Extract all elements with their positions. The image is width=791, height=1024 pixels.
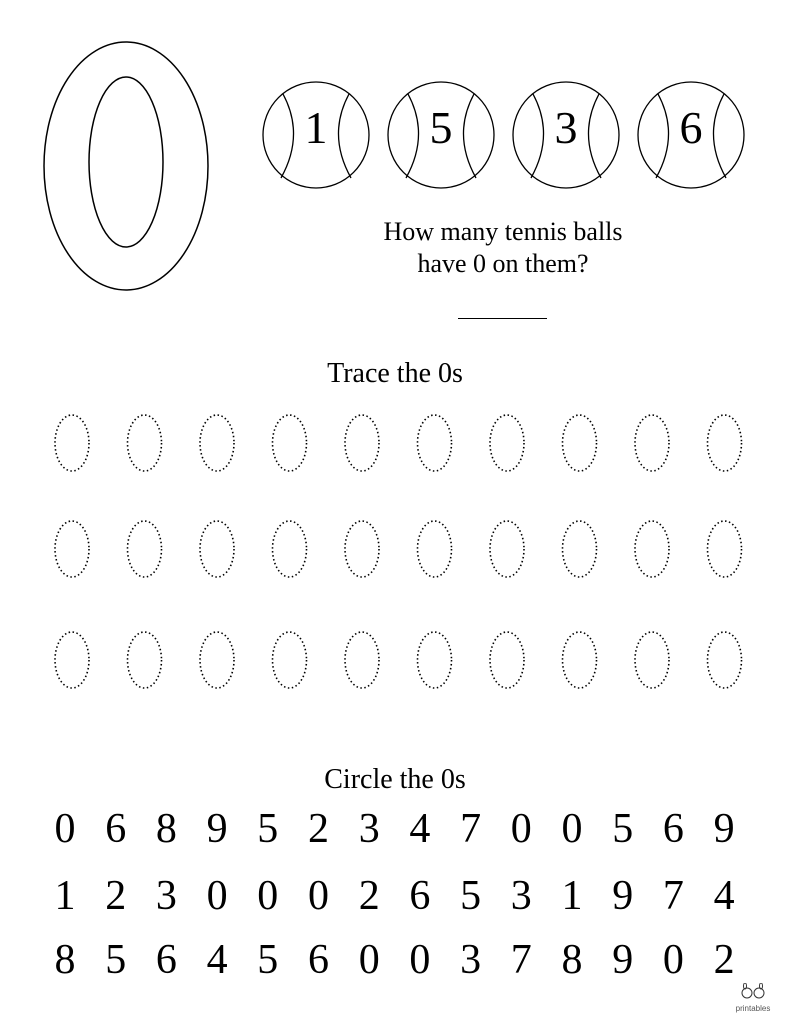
trace-zero[interactable]: [55, 415, 89, 471]
circle-digit[interactable]: 6: [105, 806, 127, 852]
logo-text: printables: [735, 1004, 771, 1013]
circle-digit[interactable]: 5: [105, 937, 127, 983]
circle-digit[interactable]: 8: [561, 937, 583, 983]
circle-digit[interactable]: 9: [612, 937, 634, 983]
circle-digit[interactable]: 3: [460, 937, 482, 983]
circle-digit[interactable]: 6: [308, 937, 329, 983]
trace-zero[interactable]: [345, 521, 379, 577]
circle-digit[interactable]: 6: [155, 937, 177, 983]
circle-digit[interactable]: 0: [358, 937, 380, 983]
circle-digit[interactable]: 9: [713, 806, 735, 852]
circle-digit[interactable]: 1: [54, 873, 76, 919]
tennis-ball-number: 1: [304, 102, 328, 153]
trace-zero[interactable]: [708, 415, 742, 471]
circle-digit[interactable]: 6: [409, 873, 431, 919]
circle-digit[interactable]: 0: [510, 806, 532, 852]
tennis-ball-number: 3: [554, 102, 578, 153]
circle-digit[interactable]: 9: [612, 873, 634, 919]
printables-logo: [728, 983, 778, 1017]
circle-digit[interactable]: 7: [510, 937, 532, 983]
trace-zero[interactable]: [273, 415, 307, 471]
circle-digit[interactable]: 8: [155, 806, 177, 852]
circle-digit[interactable]: 0: [409, 937, 431, 983]
circle-digit[interactable]: 0: [662, 937, 684, 983]
tennis-ball-number: 5: [429, 102, 453, 153]
trace-zero[interactable]: [273, 521, 307, 577]
circle-digit[interactable]: 8: [54, 937, 76, 983]
tennis-ball-number: 6: [679, 102, 703, 153]
trace-zero[interactable]: [128, 632, 162, 688]
trace-title: Trace the 0s: [327, 358, 463, 389]
circle-digit[interactable]: 3: [358, 806, 380, 852]
circle-digit[interactable]: 7: [662, 873, 684, 919]
trace-zero[interactable]: [708, 521, 742, 577]
circle-title: Circle the 0s: [324, 764, 466, 795]
circle-digit[interactable]: 0: [206, 873, 228, 919]
circle-row: [40, 935, 750, 985]
circle-digit[interactable]: 0: [54, 806, 76, 852]
trace-zero[interactable]: [55, 632, 89, 688]
trace-zero[interactable]: [200, 521, 234, 577]
circle-digit[interactable]: 4: [206, 937, 228, 983]
circle-row: [40, 804, 750, 854]
circle-digit[interactable]: 9: [206, 806, 228, 852]
circle-digit[interactable]: 2: [308, 806, 329, 852]
trace-zero[interactable]: [563, 521, 597, 577]
trace-zero[interactable]: [200, 632, 234, 688]
trace-zero[interactable]: [418, 521, 452, 577]
trace-zero[interactable]: [563, 415, 597, 471]
trace-zero[interactable]: [490, 521, 524, 577]
trace-zero[interactable]: [490, 415, 524, 471]
trace-zero[interactable]: [273, 632, 307, 688]
bunny-logo-icon: [738, 983, 768, 999]
circle-digit[interactable]: 2: [105, 873, 127, 919]
circle-digit[interactable]: 1: [561, 873, 583, 919]
circle-digit[interactable]: 0: [308, 873, 329, 919]
trace-zero[interactable]: [418, 632, 452, 688]
trace-zero[interactable]: [490, 632, 524, 688]
trace-zero[interactable]: [563, 632, 597, 688]
trace-zero[interactable]: [200, 415, 234, 471]
trace-zero[interactable]: [128, 521, 162, 577]
circle-row: [40, 871, 750, 921]
circle-digit[interactable]: 3: [510, 873, 532, 919]
question-line-1: How many tennis balls: [383, 217, 623, 246]
circle-digit[interactable]: 4: [409, 806, 431, 852]
circle-digit[interactable]: 5: [257, 806, 279, 852]
trace-zero[interactable]: [345, 632, 379, 688]
trace-zero[interactable]: [635, 415, 669, 471]
trace-zero[interactable]: [635, 632, 669, 688]
trace-zero[interactable]: [345, 415, 379, 471]
circle-digit[interactable]: 2: [713, 937, 735, 983]
circle-digit[interactable]: 7: [460, 806, 482, 852]
trace-zero[interactable]: [635, 521, 669, 577]
trace-zero[interactable]: [55, 521, 89, 577]
circle-digit[interactable]: 0: [257, 873, 279, 919]
circle-digit[interactable]: 3: [155, 873, 177, 919]
circle-digit[interactable]: 0: [561, 806, 583, 852]
circle-digit[interactable]: 5: [460, 873, 482, 919]
question-line-2: have 0 on them?: [417, 249, 589, 278]
trace-zero[interactable]: [708, 632, 742, 688]
circle-digit[interactable]: 5: [612, 806, 634, 852]
circle-digit[interactable]: 5: [257, 937, 279, 983]
circle-digit[interactable]: 4: [713, 873, 735, 919]
trace-zero[interactable]: [418, 415, 452, 471]
trace-zero[interactable]: [128, 415, 162, 471]
circle-digit[interactable]: 6: [662, 806, 684, 852]
circle-digit[interactable]: 2: [358, 873, 380, 919]
